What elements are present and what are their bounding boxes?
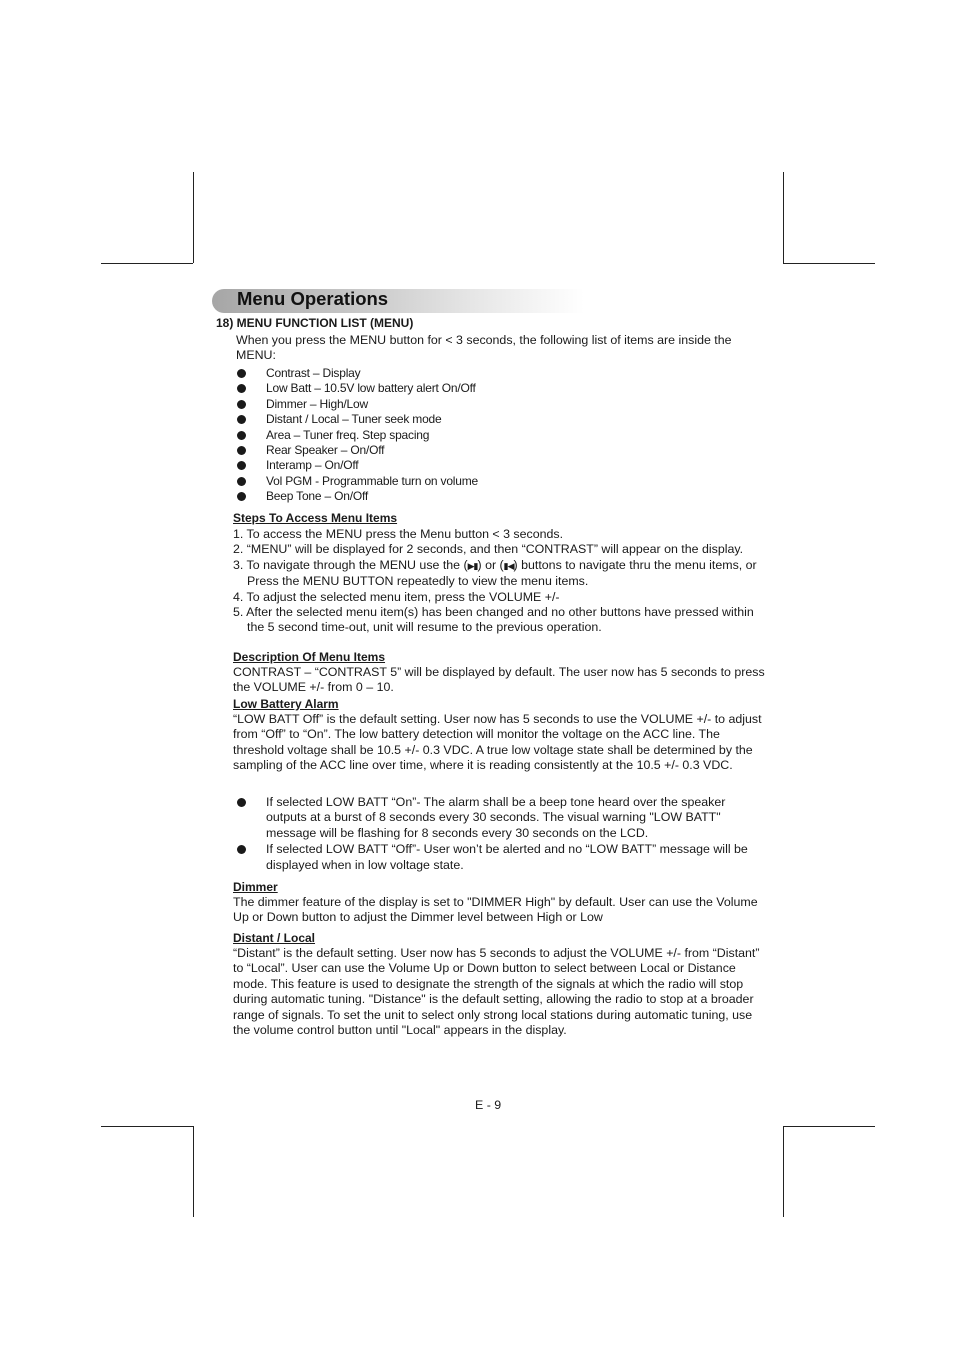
list-item: Beep Tone – On/Off (236, 489, 478, 504)
crop-mark-top-right-vertical (783, 172, 784, 263)
step-1: 1. To access the MENU press the Menu button < 3 seconds. (233, 527, 564, 541)
bullet-icon (237, 400, 246, 409)
contrast-paragraph: CONTRAST – “CONTRAST 5” will be displayed by default. The user now has 5 seconds to press the VOLUME +/- from 0 – 10. (233, 665, 765, 695)
bullet-icon (237, 845, 246, 854)
section-heading: 18) MENU FUNCTION LIST (MENU) (216, 316, 414, 330)
bullet-icon (237, 492, 246, 501)
step-3: 3. To navigate through the MENU use the (▶▮) or (▮◀) buttons to navigate thru the menu items, or Press the MENU BUTTON repeatedly to view the menu items. (233, 557, 757, 589)
bullet-icon (237, 798, 246, 807)
list-item: Area – Tuner freq. Step spacing (236, 428, 478, 443)
list-item: Distant / Local – Tuner seek mode (236, 412, 478, 427)
distant-local-paragraph: “Distant” is the default setting. User now has 5 seconds to adjust the VOLUME +/- from “Distant” to “Local”. User can use the Volume Up or Down button to select between Local or Distance mode. This feature is used to designate the strength of the signals at which the radio will stop during automatic tuning. "Distance" is the default setting, allowing the radio to stop at a broader range of signals. To set the unit to select only strong local stations during automatic tuning, use the volume control button until "Local" appears in the display. (233, 946, 760, 1038)
list-item: Rear Speaker – On/Off (236, 443, 478, 458)
low-battery-heading: Low Battery Alarm (233, 697, 339, 711)
list-item: If selected LOW BATT “Off”- User won’t be alerted and no “LOW BATT” message will be displayed when in low voltage state. (236, 842, 766, 873)
crop-mark-top-left-horizontal (101, 263, 193, 264)
crop-mark-bottom-left-horizontal (101, 1126, 193, 1127)
crop-mark-bottom-right-horizontal (783, 1126, 875, 1127)
bullet-icon (237, 461, 246, 470)
steps-list (233, 527, 768, 636)
bullet-icon (237, 446, 246, 455)
previous-track-icon: ▮◀ (503, 560, 514, 571)
low-battery-paragraph: “LOW BATT Off” is the default setting. User now has 5 seconds to use the VOLUME +/- to adjust from “Off” to “On”. The low battery detection will monitor the voltage on the ACC line. The threshold voltage shall be 10.5 +/- 0.3 VDC. A true low voltage state shall be determined by the sampling of the ACC line over time, where it is reading consistently at the 10.5 +/- 0.3 VDC. (233, 712, 762, 773)
crop-mark-bottom-left-vertical (193, 1126, 194, 1217)
low-battery-bullet-list (236, 795, 766, 873)
intro-paragraph: When you press the MENU button for < 3 seconds, the following list of items are inside the MENU: (236, 333, 732, 363)
list-item: Low Batt – 10.5V low battery alert On/Off (236, 381, 478, 396)
crop-mark-top-left-vertical (193, 172, 194, 263)
list-item: Vol PGM - Programmable turn on volume (236, 474, 478, 489)
list-item: Contrast – Display (236, 366, 478, 381)
menu-item-list (236, 366, 478, 505)
distant-local-heading: Distant / Local (233, 931, 316, 945)
page-number: E - 9 (475, 1098, 502, 1112)
steps-heading: Steps To Access Menu Items (233, 511, 398, 525)
bullet-icon (237, 415, 246, 424)
bullet-icon (237, 477, 246, 486)
bullet-icon (237, 431, 246, 440)
dimmer-heading: Dimmer (233, 880, 278, 894)
list-item: Dimmer – High/Low (236, 397, 478, 412)
description-heading: Description Of Menu Items (233, 650, 386, 664)
crop-mark-top-right-horizontal (783, 263, 875, 264)
next-track-icon: ▶▮ (467, 560, 478, 571)
bullet-icon (237, 384, 246, 393)
list-item: If selected LOW BATT “On”- The alarm shall be a beep tone heard over the speaker outputs at a burst of 8 seconds every 30 seconds. The visual warning "LOW BATT" message will be flashing for 8 seconds every 30 seconds on the LCD. (236, 795, 766, 841)
crop-mark-bottom-right-vertical (783, 1126, 784, 1217)
bullet-icon (237, 369, 246, 378)
step-5: 5. After the selected menu item(s) has been changed and no other buttons have pressed within the 5 second time-out, unit will resume to the previous operation. (233, 605, 754, 635)
step-2: 2. “MENU” will be displayed for 2 seconds, and then “CONTRAST” will appear on the display. (233, 542, 744, 557)
list-item: Interamp – On/Off (236, 458, 478, 473)
step-4: 4. To adjust the selected menu item, press the VOLUME +/- (233, 589, 560, 604)
dimmer-paragraph: The dimmer feature of the display is set to "DIMMER High" by default. User can use the Volume Up or Down button to adjust the Dimmer level between High or Low (233, 895, 758, 925)
page-title: Menu Operations (237, 288, 389, 309)
